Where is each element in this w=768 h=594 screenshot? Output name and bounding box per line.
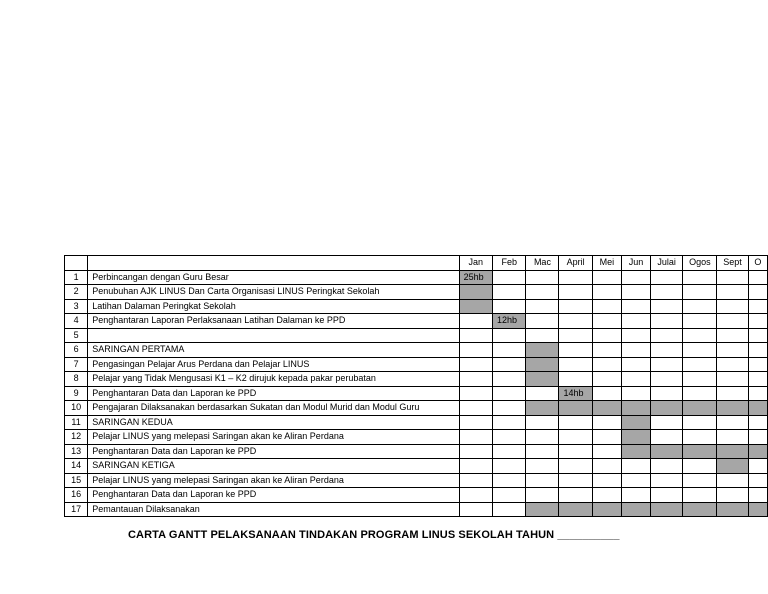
gantt-cell — [559, 299, 592, 314]
month-header: O — [748, 256, 767, 271]
gantt-cell — [493, 343, 526, 358]
gantt-cell — [748, 328, 767, 343]
gantt-bar-cell: 25hb — [459, 270, 492, 285]
gantt-bar-cell — [717, 444, 748, 459]
gantt-bar-cell — [748, 401, 767, 416]
row-number: 11 — [65, 415, 88, 430]
gantt-cell — [493, 270, 526, 285]
gantt-cell — [621, 285, 650, 300]
gantt-cell — [493, 328, 526, 343]
gantt-cell — [651, 488, 683, 503]
gantt-cell — [748, 357, 767, 372]
row-number: 15 — [65, 473, 88, 488]
gantt-cell — [717, 328, 748, 343]
gantt-cell — [621, 473, 650, 488]
gantt-bar-cell — [621, 415, 650, 430]
gantt-cell — [748, 285, 767, 300]
table-row — [65, 386, 768, 401]
gantt-bar-cell — [651, 502, 683, 517]
gantt-cell — [559, 328, 592, 343]
table-row — [65, 444, 768, 459]
gantt-cell — [459, 459, 492, 474]
gantt-cell — [748, 314, 767, 329]
table-row — [65, 285, 768, 300]
gantt-bar-cell — [621, 502, 650, 517]
task-label: Latihan Dalaman Peringkat Sekolah — [88, 299, 459, 314]
row-number: 13 — [65, 444, 88, 459]
gantt-bar-cell — [459, 299, 492, 314]
gantt-cell — [526, 299, 559, 314]
row-number: 8 — [65, 372, 88, 387]
row-number: 4 — [65, 314, 88, 329]
gantt-cell — [683, 357, 717, 372]
table-row — [65, 488, 768, 503]
gantt-cell — [559, 343, 592, 358]
gantt-bar-cell — [526, 343, 559, 358]
gantt-cell — [559, 473, 592, 488]
gantt-cell — [621, 343, 650, 358]
gantt-cell — [651, 386, 683, 401]
row-number: 7 — [65, 357, 88, 372]
gantt-bar-cell — [651, 444, 683, 459]
gantt-bar-cell — [683, 401, 717, 416]
gantt-cell — [459, 401, 492, 416]
gantt-cell — [526, 285, 559, 300]
gantt-cell — [683, 328, 717, 343]
table-row — [65, 473, 768, 488]
gantt-cell — [621, 459, 650, 474]
gantt-cell — [621, 386, 650, 401]
gantt-cell — [651, 299, 683, 314]
gantt-body — [65, 270, 768, 517]
gantt-cell — [651, 372, 683, 387]
gantt-cell — [493, 459, 526, 474]
month-header: Mac — [526, 256, 559, 271]
gantt-cell — [592, 328, 621, 343]
gantt-cell — [493, 386, 526, 401]
task-label: Penghantaran Data dan Laporan ke PPD — [88, 444, 459, 459]
gantt-cell — [683, 314, 717, 329]
gantt-bar-cell — [621, 401, 650, 416]
month-header: Jan — [459, 256, 492, 271]
table-row — [65, 328, 768, 343]
gantt-cell — [748, 473, 767, 488]
task-label: SARINGAN KETIGA — [88, 459, 459, 474]
gantt-cell — [559, 430, 592, 445]
gantt-cell — [592, 473, 621, 488]
gantt-cell — [683, 459, 717, 474]
gantt-cell — [717, 415, 748, 430]
gantt-cell — [526, 444, 559, 459]
gantt-cell — [459, 357, 492, 372]
gantt-cell — [526, 488, 559, 503]
gantt-bar-cell — [526, 372, 559, 387]
gantt-cell — [559, 459, 592, 474]
gantt-cell — [683, 386, 717, 401]
table-row — [65, 299, 768, 314]
gantt-cell — [748, 415, 767, 430]
month-header: Julai — [651, 256, 683, 271]
gantt-bar-cell — [559, 502, 592, 517]
gantt-cell — [592, 372, 621, 387]
gantt-cell — [592, 270, 621, 285]
gantt-cell — [559, 488, 592, 503]
gantt-cell — [526, 270, 559, 285]
gantt-cell — [559, 270, 592, 285]
task-label: Pemantauan Dilaksanakan — [88, 502, 459, 517]
gantt-cell — [493, 473, 526, 488]
gantt-cell — [459, 386, 492, 401]
gantt-cell — [748, 372, 767, 387]
gantt-bar-cell — [748, 502, 767, 517]
gantt-cell — [592, 314, 621, 329]
gantt-cell — [459, 473, 492, 488]
gantt-cell — [748, 270, 767, 285]
gantt-bar-cell — [592, 502, 621, 517]
task-label: Penghantaran Laporan Perlaksanaan Latihan Dalaman ke PPD — [88, 314, 459, 329]
gantt-cell — [683, 473, 717, 488]
task-label: Pelajar LINUS yang melepasi Saringan akan ke Aliran Perdana — [88, 473, 459, 488]
task-label: Pengasingan Pelajar Arus Perdana dan Pelajar LINUS — [88, 357, 459, 372]
gantt-cell — [748, 459, 767, 474]
gantt-cell — [592, 357, 621, 372]
gantt-cell — [459, 328, 492, 343]
gantt-cell — [459, 488, 492, 503]
gantt-bar-cell — [683, 444, 717, 459]
gantt-cell — [717, 386, 748, 401]
task-label: Perbincangan dengan Guru Besar — [88, 270, 459, 285]
gantt-cell — [493, 285, 526, 300]
row-number: 14 — [65, 459, 88, 474]
gantt-cell — [493, 357, 526, 372]
gantt-cell — [559, 372, 592, 387]
gantt-cell — [526, 473, 559, 488]
month-header: Jun — [621, 256, 650, 271]
gantt-bar-cell — [683, 502, 717, 517]
gantt-bar-cell — [459, 285, 492, 300]
gantt-cell — [683, 343, 717, 358]
gantt-cell — [592, 299, 621, 314]
table-row — [65, 270, 768, 285]
gantt-cell — [493, 444, 526, 459]
task-label: Pengajaran Dilaksanakan berdasarkan Sukatan dan Modul Murid dan Modul Guru — [88, 401, 459, 416]
gantt-cell — [493, 299, 526, 314]
gantt-cell — [651, 285, 683, 300]
task-label: Pelajar LINUS yang melepasi Saringan akan ke Aliran Perdana — [88, 430, 459, 445]
month-header: Ogos — [683, 256, 717, 271]
table-row — [65, 372, 768, 387]
gantt-cell — [717, 314, 748, 329]
gantt-cell — [683, 372, 717, 387]
gantt-cell — [592, 386, 621, 401]
gantt-cell — [493, 401, 526, 416]
task-label: SARINGAN KEDUA — [88, 415, 459, 430]
month-header: Mei — [592, 256, 621, 271]
row-number: 10 — [65, 401, 88, 416]
gantt-cell — [459, 430, 492, 445]
gantt-cell — [651, 415, 683, 430]
header-no — [65, 256, 88, 271]
table-row — [65, 357, 768, 372]
gantt-bar-cell — [621, 444, 650, 459]
gantt-cell — [621, 328, 650, 343]
gantt-cell — [526, 314, 559, 329]
gantt-cell — [493, 415, 526, 430]
task-label: Penubuhan AJK LINUS Dan Carta Organisasi LINUS Peringkat Sekolah — [88, 285, 459, 300]
gantt-cell — [717, 488, 748, 503]
gantt-cell — [748, 299, 767, 314]
gantt-cell — [493, 502, 526, 517]
row-number: 1 — [65, 270, 88, 285]
row-number: 9 — [65, 386, 88, 401]
gantt-cell — [748, 430, 767, 445]
gantt-cell — [717, 473, 748, 488]
gantt-cell — [717, 430, 748, 445]
gantt-cell — [717, 357, 748, 372]
header-row — [65, 256, 768, 271]
gantt-cell — [748, 488, 767, 503]
gantt-cell — [651, 343, 683, 358]
gantt-cell — [559, 314, 592, 329]
gantt-bar-cell — [526, 401, 559, 416]
table-row — [65, 415, 768, 430]
gantt-cell — [621, 357, 650, 372]
gantt-cell — [592, 415, 621, 430]
gantt-bar-cell — [621, 430, 650, 445]
task-label — [88, 328, 459, 343]
table-row — [65, 401, 768, 416]
gantt-bar-cell — [748, 444, 767, 459]
gantt-bar-cell — [717, 459, 748, 474]
gantt-cell — [559, 415, 592, 430]
header-task — [88, 256, 459, 271]
gantt-table — [64, 255, 768, 517]
task-label: Pelajar yang Tidak Mengusasi K1 – K2 dirujuk kepada pakar perubatan — [88, 372, 459, 387]
gantt-cell — [559, 357, 592, 372]
gantt-bar-cell — [651, 401, 683, 416]
table-row — [65, 502, 768, 517]
gantt-cell — [493, 430, 526, 445]
gantt-cell — [526, 459, 559, 474]
gantt-cell — [621, 270, 650, 285]
gantt-cell — [592, 343, 621, 358]
gantt-cell — [459, 372, 492, 387]
gantt-cell — [559, 444, 592, 459]
gantt-cell — [592, 430, 621, 445]
gantt-cell — [717, 299, 748, 314]
gantt-cell — [559, 285, 592, 300]
gantt-cell — [526, 386, 559, 401]
gantt-cell — [651, 430, 683, 445]
gantt-cell — [459, 343, 492, 358]
gantt-cell — [748, 386, 767, 401]
gantt-bar-cell: 14hb — [559, 386, 592, 401]
task-label: Penghantaran Data dan Laporan ke PPD — [88, 488, 459, 503]
gantt-cell — [717, 285, 748, 300]
gantt-bar-cell: 12hb — [493, 314, 526, 329]
gantt-cell — [592, 459, 621, 474]
row-number: 5 — [65, 328, 88, 343]
gantt-cell — [493, 488, 526, 503]
gantt-cell — [621, 299, 650, 314]
gantt-cell — [526, 430, 559, 445]
row-number: 2 — [65, 285, 88, 300]
gantt-cell — [459, 314, 492, 329]
gantt-cell — [592, 488, 621, 503]
gantt-cell — [651, 328, 683, 343]
gantt-bar-cell — [559, 401, 592, 416]
gantt-cell — [526, 415, 559, 430]
gantt-cell — [592, 444, 621, 459]
task-label: Penghantaran Data dan Laporan ke PPD — [88, 386, 459, 401]
table-row — [65, 343, 768, 358]
gantt-cell — [592, 285, 621, 300]
gantt-cell — [717, 270, 748, 285]
gantt-cell — [748, 343, 767, 358]
gantt-bar-cell — [526, 357, 559, 372]
row-number: 16 — [65, 488, 88, 503]
row-number: 17 — [65, 502, 88, 517]
month-header: Sept — [717, 256, 748, 271]
gantt-cell — [717, 372, 748, 387]
gantt-cell — [621, 314, 650, 329]
gantt-cell — [651, 357, 683, 372]
table-row — [65, 314, 768, 329]
row-number: 3 — [65, 299, 88, 314]
gantt-cell — [651, 473, 683, 488]
gantt-cell — [651, 314, 683, 329]
gantt-bar-cell — [717, 502, 748, 517]
gantt-cell — [683, 415, 717, 430]
month-header: Feb — [493, 256, 526, 271]
month-header: April — [559, 256, 592, 271]
gantt-cell — [526, 328, 559, 343]
gantt-cell — [459, 444, 492, 459]
gantt-cell — [621, 372, 650, 387]
gantt-cell — [683, 488, 717, 503]
gantt-cell — [651, 270, 683, 285]
row-number: 6 — [65, 343, 88, 358]
gantt-cell — [683, 270, 717, 285]
gantt-cell — [651, 459, 683, 474]
gantt-cell — [683, 285, 717, 300]
gantt-cell — [717, 343, 748, 358]
gantt-bar-cell — [592, 401, 621, 416]
gantt-cell — [493, 372, 526, 387]
table-row — [65, 430, 768, 445]
gantt-cell — [621, 488, 650, 503]
gantt-bar-cell — [717, 401, 748, 416]
gantt-cell — [459, 415, 492, 430]
gantt-bar-cell — [526, 502, 559, 517]
row-number: 12 — [65, 430, 88, 445]
table-row — [65, 459, 768, 474]
gantt-cell — [683, 299, 717, 314]
gantt-cell — [683, 430, 717, 445]
gantt-cell — [459, 502, 492, 517]
chart-caption: CARTA GANTT PELAKSANAAN TINDAKAN PROGRAM LINUS SEKOLAH TAHUN __________ — [128, 529, 620, 541]
task-label: SARINGAN PERTAMA — [88, 343, 459, 358]
